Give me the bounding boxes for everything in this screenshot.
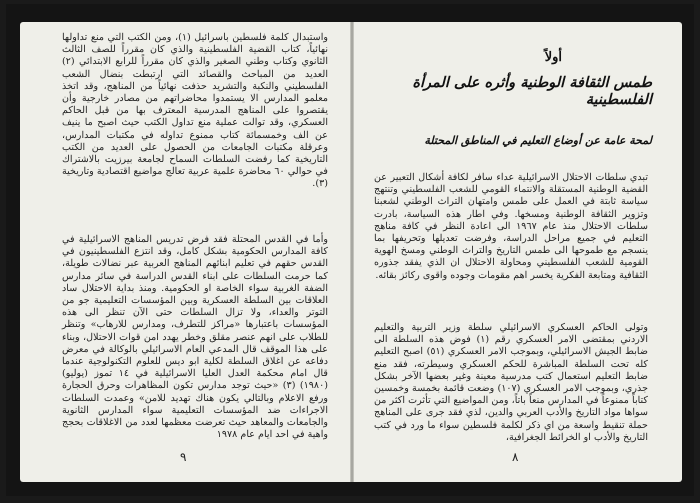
chapter-title: طمس الثقافة الوطنية وأثره على المرأة الفلسطينية bbox=[412, 74, 652, 108]
left-page bbox=[20, 22, 350, 482]
right-paragraph-1: تبدي سلطات الاحتلال الاسرائيلية عداء سافر لكافة أشكال التعبير عن القضية الوطنية المستقلة والانتماء القومي للشعب الفلسطيني وتنتهج سياسة ثابتة في العمل على طمس وامتهان التراث الوطني لشعبنا وتزوير الثقافة الوطنية ومسخها. وفي اطار هذه السياسة، بادرت سلطات الاحتلال منذ عام ١٩٦٧ الى اعادة النظر في كافة مناهج التعليم في جميع مراحل الدراسة، وفرضت تعديلها وتحريفها بما ينسجم مع طموحها الى طمس التاريخ والتراث الوطني ومسخ الهوية القومية للشعب الفلسطيني ومحاولة الاحتلال ان الذي يفقد جذوره الثقافية ومتابعة الفكرية يخسر اهم مقومات وجوده واقوى ركائز بقائه. bbox=[374, 172, 648, 281]
open-book bbox=[6, 4, 694, 496]
section-subtitle: لمحة عامة عن أوضاع التعليم في المناطق المحتلة bbox=[424, 134, 652, 147]
left-page-number: ٩ bbox=[180, 450, 187, 464]
right-page bbox=[354, 22, 682, 482]
section-number: أولاً bbox=[544, 50, 562, 65]
right-paragraph-2: وتولى الحاكم العسكري الاسرائيلي سلطة وزير التربية والتعليم الاردني بمقتضى الامر العسكري رقم (١) فوض هذه السلطة الى ضابط الجيش الاسرائيلي، وبموجب الامر العسكري (٥١) اصبح التعليم كله تحت السلطة المباشرة للحكم العسكري وسيطرته، فقد منع ضابط التعليم استعمال كتب مدرسية معينة وغير بعضها الآخر بشكل جذري، وبموجب الامر العسكري (١٠٧) وضعت قائمة بخمسة وخمسين كتاباً ممنوعاً في المدارس منعاً باتاً، ومن المواضيع التي تأثرت اكثر من سواها مواد التاريخ والأدب العربي والدين، لذي فقد جرى على المناهج حملة تنقيط واسعة من اي ذكر لكلمة فلسطين سواء ما ورد في كتب التاريخ والأدب او الخرائط الجغرافية، bbox=[374, 322, 649, 443]
left-paragraph-2: وأما في القدس المحتلة فقد فرض تدريس المناهج الاسرائيلية في كافة المدارس الحكومية بشكل كامل، وقد انتزع الفلسطينيون في القدس حقهم في تعليم ابنائهم المناهج العربية عبر نضالات طويلة، كما حرمت السلطات على ابناء القدس الدراسة في سائر مدارس الضفة الغربية سواء الخاصة او الحكومية. ومنذ بداية الاحتلال ساد العلاقات بين السلطة العسكرية وبين المؤسسات التعليمية جو من التوتر والعداء، ولا تزال السلطات حتى الآن تنظر الى هذه المؤسسات باعتبارها «مراكز للتطرف، ومدارس للارهاب» وتنظر للطلاب على انهم عنصر مقلق وخطر يهدد امن قوات الاحتلال، وبناء على هذا الموقف قال المدعي العام الاسرائيلي بالوكالة في معرض دفاعه عن اغلاق السلطة لكلية ابو ديس للعلوم التكنولوجية عندما قال امام محكمة العدل العليا الاسرائيلية في ١٤ تموز (يوليو) (١٩٨٠) (٣) «حيث توجد مدارس تكون المظاهرات وحرق الحجارة ورفع الاعلام وبالتالي يكون هناك تهديد للامن» وعمدت السلطات الاجراءات ضد المؤسسات التعليمية سواء المدارس الثانوية والجامعات والمعاهد حيث تعرضت معظمها لعدد من الاغلاقات بحجج واهية في احد ايام عام ١٩٧٨ bbox=[62, 234, 328, 441]
left-paragraph-1: واستبدال كلمة فلسطين باسرائيل (١)، ومن الكتب التي منع تداولها نهائياً، كتاب القضية الفلسطينية والذي كان مقرراً للصف الثالث الثانوي وكتاب وطني الصغير والذي كان مقرراً للرابع الابتدائي (٢) العديد من المباحث والقصائد التي ارتبطت بنضال الشعب الفلسطيني والنكبة والتشريد حذفت نهائياً من المناهج، وقد اتخذ معلمو المدارس الا يستمدوا محاضراتهم من مصادر خارجية وأن يقتصروا على المناهج المدرسية المعترف بها من قبل الحاكم العسكري، وقد توالت عملية منع تداول الكتب حيث اصبح ما ينيف عن الف وخمسمائة كتاب ممنوع تداوله في مكتبات المدارس، وعرقلة مكتبات الجامعات من الحصول على العديد من الكتب التاريخية كما رفضت السلطات السماح لجامعة بيرزيت بالاشتراك في حوالي ٦٠ محاضرة علمية عربية تعالج مواضيع اقتصادية وتاريخية (٣). bbox=[62, 32, 328, 190]
right-page-number: ٨ bbox=[512, 450, 519, 464]
